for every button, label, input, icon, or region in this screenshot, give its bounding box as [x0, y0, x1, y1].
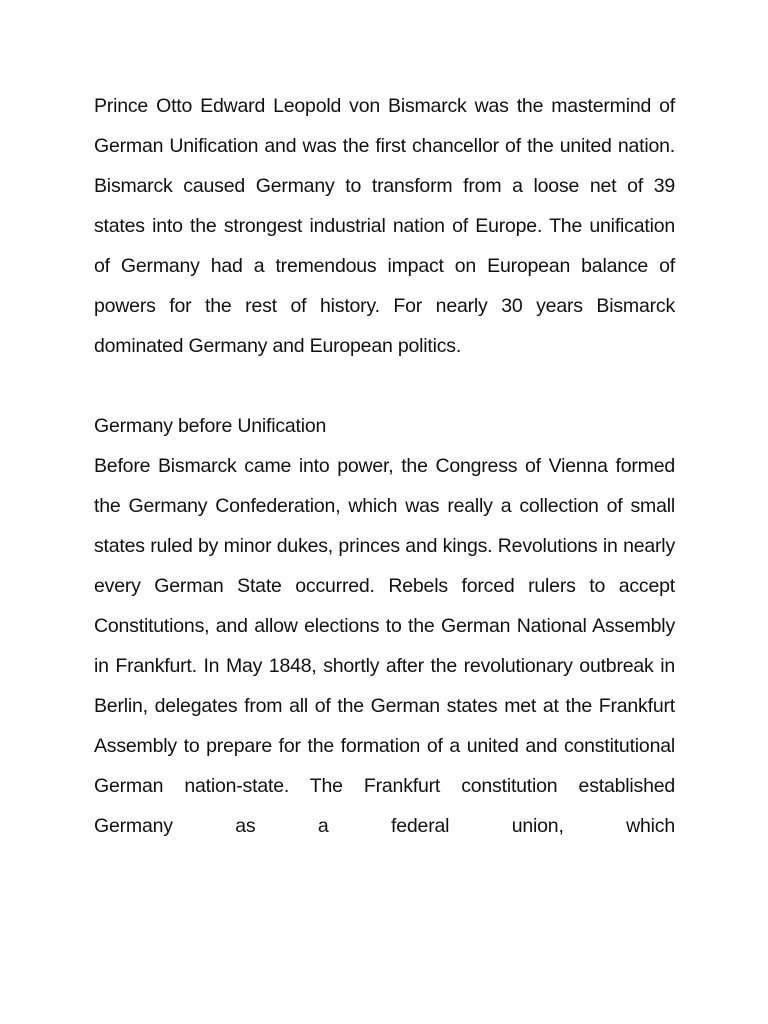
document-page: [94, 86, 675, 846]
section-heading: Germany before Unification: [94, 415, 327, 437]
section-paragraph: Before Bismarck came into power, the Congress of Vienna formed the Germany Confederation, which was really a collection of small states ruled by minor dukes, princes and kings. Revolutions in nearly every German State occurred. Rebels forced rulers to accept Constitutions, and allow elections to the German National Assembly in Frankfurt. In May 1848, shortly after the revolutionary outbreak in Berlin, delegates from all of the German states met at the Frankfurt Assembly to prepare for the formation of a united and constitutional German nation-state. The Frankfurt constitution established Germany as a federal union, which: [94, 455, 675, 837]
intro-paragraph: Prince Otto Edward Leopold von Bismarck was the mastermind of German Unification and was the first chancellor of the united nation. Bismarck caused Germany to transform from a loose net of 39 states into the strongest industrial nation of Europe. The unification of Germany had a tremendous impact on European balance of powers for the rest of history. For nearly 30 years Bismarck dominated Germany and European politics.: [94, 95, 675, 357]
